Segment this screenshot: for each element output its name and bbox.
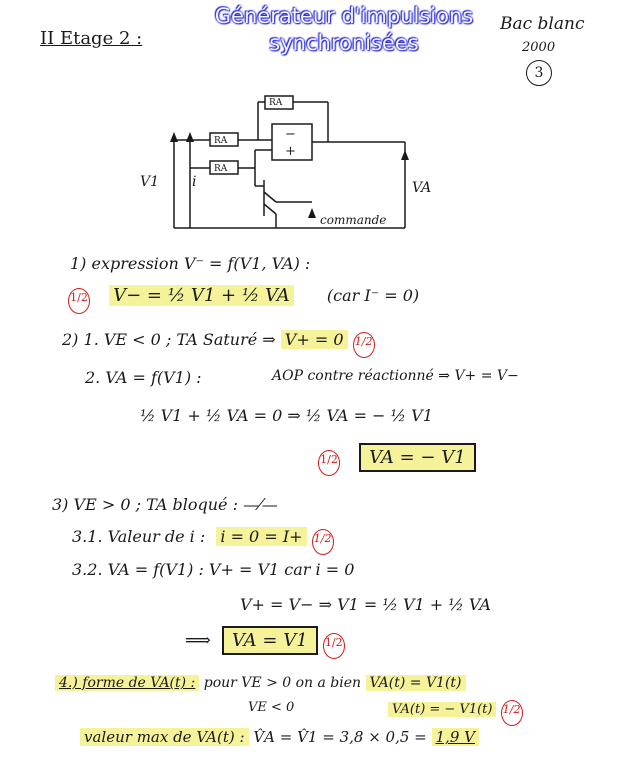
q4-l3-label: valeur max de VA(t) : — [80, 728, 249, 746]
resistor-label-2: RA — [214, 164, 228, 174]
q4-l1-label: 4.) forme de VA(t) : — [55, 675, 199, 691]
q3-l31-text: 3.1. Valeur de i : — [72, 527, 206, 546]
opamp-plus: + — [285, 144, 296, 159]
resistor-label-feedback: RA — [269, 98, 283, 108]
q2-line3: ½ V1 + ½ VA = 0 ⇒ ½ VA = − ½ V1 — [140, 406, 433, 425]
q1-title: 1) expression V⁻ = f(V1, VA) : — [70, 254, 311, 273]
q4-l2-result: VA(t) = − V1(t) — [388, 702, 496, 717]
page-number: 3 — [526, 60, 552, 86]
circuit-diagram — [130, 88, 432, 238]
q2-vplus-result: V+ = 0 — [281, 330, 348, 349]
output-arrow — [401, 150, 409, 160]
q3-line1 — [72, 527, 334, 555]
stage-heading: II Etage 2 : — [40, 28, 143, 49]
score-badge: 1/2 — [318, 450, 340, 476]
q3-title: 3) VE > 0 ; TA bloqué : —⁄— — [52, 495, 278, 514]
q1-formula: V− = ½ V1 + ½ VA — [109, 285, 294, 306]
output-voltage-label: VA — [412, 180, 432, 196]
input-arrow — [170, 132, 178, 142]
q2-line1 — [62, 330, 375, 358]
q4-l1-result: VA(t) = V1(t) — [366, 675, 466, 691]
q4-line2 — [388, 700, 523, 726]
q1-note: (car I⁻ = 0) — [326, 286, 420, 305]
command-label: commande — [320, 213, 387, 227]
q4-l3-text: V̂A = V̂1 = 3,8 × 0,5 = — [253, 728, 427, 746]
q3-result-row — [185, 630, 345, 659]
opamp-minus: − — [285, 127, 296, 142]
score-badge: 1/2 — [501, 700, 523, 726]
score-badge: 1/2 — [353, 332, 375, 358]
q2-line2-note: AOP contre réactionné ⇒ V+ = V− — [272, 368, 519, 384]
q4-line3 — [80, 728, 479, 746]
score-badge: 1/2 — [68, 288, 90, 314]
q3-implies-arrow: ⟹ — [185, 630, 211, 651]
command-arrow — [308, 208, 316, 218]
year-note: 2000 — [522, 40, 556, 55]
q4-line1 — [55, 675, 466, 691]
q2-result-row — [318, 447, 476, 476]
author-note: Bac blanc — [500, 14, 585, 34]
input-voltage-label: V1 — [140, 174, 160, 190]
q2-condition: 2) 1. VE < 0 ; TA Saturé ⇒ — [62, 330, 276, 349]
current-label: i — [192, 174, 197, 190]
score-badge: 1/2 — [323, 633, 345, 659]
q2-result: VA = − V1 — [359, 443, 476, 472]
q3-result: VA = V1 — [222, 626, 318, 655]
q4-l3-result: 1,9 V — [432, 728, 479, 746]
banner-line-1: Générateur d'impulsions — [214, 4, 474, 28]
resistor-label-1: RA — [214, 136, 228, 146]
q1-row — [68, 285, 419, 314]
banner-line-2: synchronisées — [269, 31, 419, 55]
score-badge: 1/2 — [312, 529, 334, 555]
q3-line3: V+ = V− ⇒ V1 = ½ V1 + ½ VA — [240, 595, 491, 614]
q4-l2-text: VE < 0 — [248, 700, 295, 715]
q4-l1-text: pour VE > 0 on a bien — [203, 675, 362, 691]
title-banner — [196, 3, 492, 57]
q2-line2: 2. VA = f(V1) : — [85, 368, 202, 387]
q3-line2: 3.2. VA = f(V1) : V+ = V1 car i = 0 — [72, 560, 355, 579]
q3-l31-result: i = 0 = I+ — [216, 527, 306, 546]
